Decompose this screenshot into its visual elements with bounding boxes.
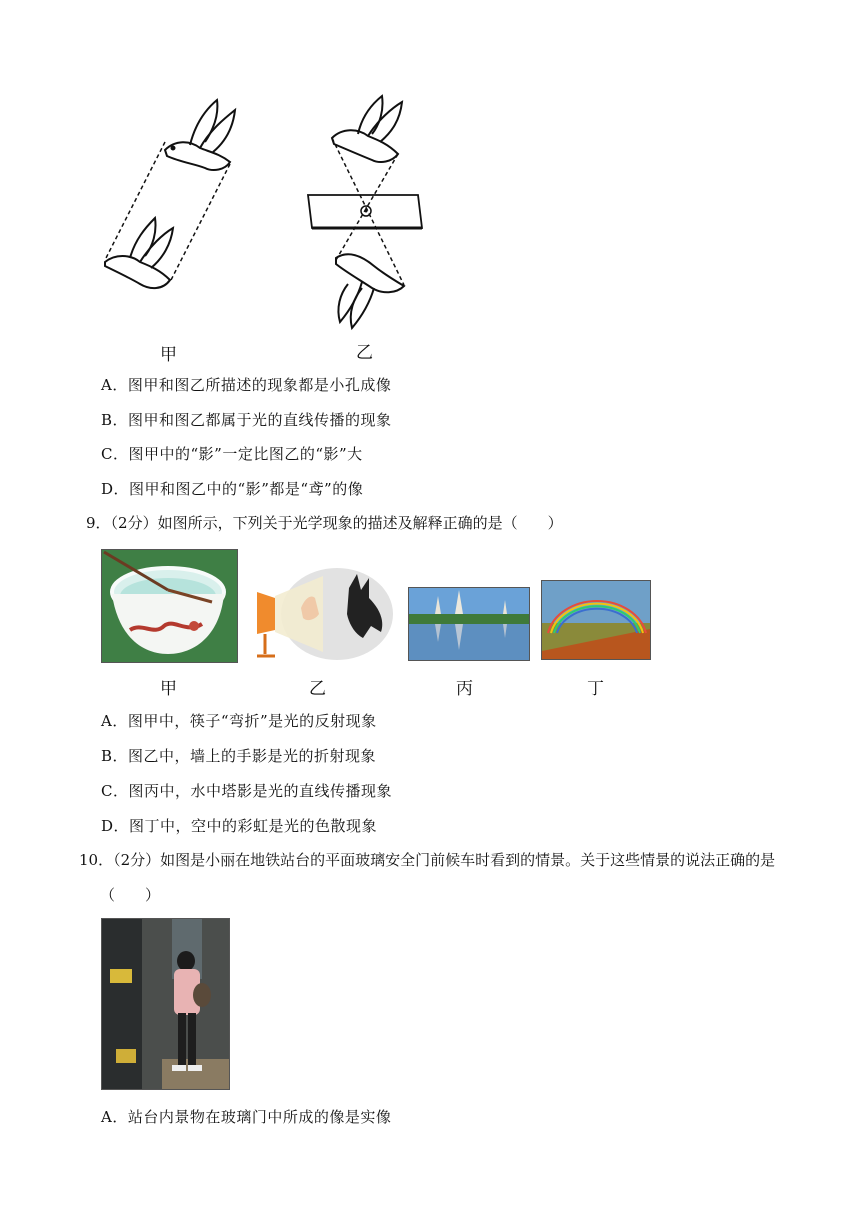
figure-jia-shadow <box>95 90 255 315</box>
q9-fig-label-bing: 丙 <box>456 679 473 699</box>
photo-bowl-chopstick <box>101 549 238 663</box>
photo-rainbow <box>541 580 651 660</box>
photo-subway-platform <box>101 918 230 1090</box>
photo-hand-shadow <box>253 568 393 660</box>
q9-option-d[interactable]: D．图丁中，空中的彩虹是光的色散现象 <box>101 817 378 835</box>
q8-option-c[interactable]: C．图甲中的“影”一定比图乙的“影”大 <box>101 445 363 463</box>
q10-option-a[interactable]: A．站台内景物在玻璃门中所成的像是实像 <box>101 1108 392 1126</box>
q10-stem-paren: （ ） <box>100 886 161 904</box>
q9-option-a[interactable]: A．图甲中，筷子“弯折”是光的反射现象 <box>101 712 377 730</box>
q9-fig-label-ding: 丁 <box>587 679 604 699</box>
q8-option-d[interactable]: D．图甲和图乙中的“影”都是“鸢”的像 <box>101 480 364 498</box>
bird-icon <box>165 100 235 170</box>
photo-pagoda-reflection <box>408 587 530 661</box>
q9-stem: 9．（2分）如图所示，下列关于光学现象的描述及解释正确的是（ ） <box>86 514 563 532</box>
bird-icon <box>332 96 402 162</box>
q8-option-b[interactable]: B．图甲和图乙都属于光的直线传播的现象 <box>101 411 392 429</box>
q10-stem: 10．（2分）如图是小丽在地铁站台的平面玻璃安全门前候车时看到的情景。关于这些情景的说法正确的是 <box>79 851 776 869</box>
figure-yi-pinhole <box>300 90 435 335</box>
q9-fig-label-jia: 甲 <box>160 679 177 699</box>
fig-label-jia: 甲 <box>160 345 177 365</box>
q8-option-a[interactable]: A．图甲和图乙所描述的现象都是小孔成像 <box>101 376 392 394</box>
q9-option-b[interactable]: B．图乙中，墙上的手影是光的折射现象 <box>101 747 377 765</box>
fig-label-yi: 乙 <box>356 343 373 363</box>
q9-fig-label-yi: 乙 <box>309 679 326 699</box>
q9-option-c[interactable]: C．图丙中，水中塔影是光的直线传播现象 <box>101 782 392 800</box>
bird-shadow-icon <box>105 218 173 288</box>
